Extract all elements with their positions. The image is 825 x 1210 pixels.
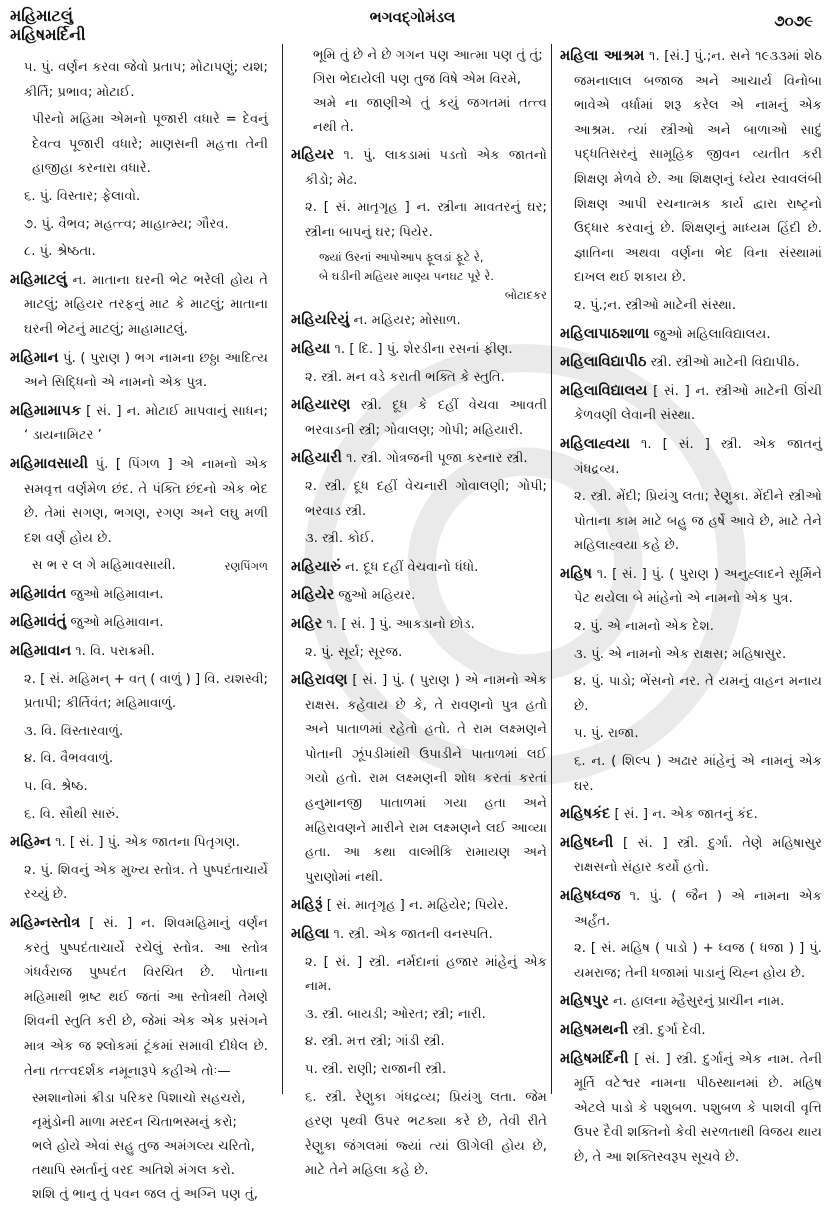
column-2 [282,44,547,1179]
sense-definition: ૨. પું. સૂર્ય; સૂરજ. [305,644,403,660]
sense-definition: ૪. પું. પાડો; ભેંસનો નર. તે યમનું વાહન મનાય છે. [574,674,822,714]
headword: મહિરાવણ [291,672,348,689]
column-1 [10,56,268,1210]
definition: ન. માતાના ઘરની ભેટ ભરેલી હોય તે માટલું; મહિયર તરફનું માટ કે માટલું; માતાના ઘરની ભેટનું માટલું; માહામાટલું. [24,272,268,337]
sense-definition: ૫. પું. રાજા. [574,726,639,742]
sense-definition: ૩. પું. એ નામનો એક રાક્ષસ; મહિષાસુર. [574,646,787,662]
verse-quotation [291,248,547,305]
headword: મહિષ [560,565,592,582]
verse-line: નૃમુંડોની માળા મરદન ચિતાભસ્મનું કરો; [32,1115,238,1131]
usage-example [10,554,268,579]
dictionary-entry [291,393,547,443]
headword: મહિલાપાઠશાળા [560,325,650,342]
sense-definition: ૩. વિ. વિસ્તારવાળું. [24,723,124,739]
verse-line: સ્મશાનોમાં ક્રીડા પરિકર પિશાચો સહચરો, [32,1091,246,1107]
headword: મહિમાવાન [10,643,72,660]
headword: મહિમાવંતું [10,614,67,631]
example-text: સ ભ ર લ ગે મહિમાવસાયી. [32,558,176,574]
headword: મહિમામાપક [10,402,82,419]
headword: મહિમાવસાયી [10,455,88,472]
sense-definition: ૬. સ્ત્રી. રેણુકા ગંધદ્રવ્ય; પ્રિયંગુ લતા. જેમ હરણ પૃથ્વી ઉપર ભટક્યા કરે છે, તેવી રીતે રેણુકા જંગલમાં જ્યાં ત્યાં ઊગેલી હોય છે, માટે તેને મહિલા કહે છે. [305,1089,547,1179]
headword: મહિયેર [291,587,335,604]
headword: મહિષપુર [560,993,609,1010]
headword: મહિમાટલું [10,271,68,288]
definition: સ્ત્રી. સ્ત્રીઓ માટેની વિદ્યાપીઠ. [650,355,800,371]
definition: ૧. [ સં. ] પું. આકડાનો છોડ. [326,616,475,632]
usage-example: પીરનો મહિમા એમનો પૂજારી વધારે = દેવનું દેવત્વ પૂજારી વધારે; માણસની મહત્તા તેની હાજીહા કરનારા વધારે. [32,112,268,177]
dictionary-entry [560,322,822,348]
dictionary-entry [10,268,268,343]
sense-definition: ૨. [ સં. મહિષ ( પાડો ) + ધ્વજ ( ધજા ) ] પું. યમરાજ; તેની ધજામાં પાડાનું ચિહ્ન હોય છે. [574,941,822,981]
citation-source: રણપિંગળ [224,559,268,574]
guide-word-first: મહિમાટલું [10,6,73,25]
definition: ૧. પું. લાકડામાં પડતો એક જાતનો કીડો; મેઢ. [305,148,547,188]
sense-definition: ૨. પું. એ નામનો એક દેશ. [574,619,714,635]
definition: જુઓ મહિમાવાન. [70,615,164,631]
dictionary-entry [291,922,547,948]
headword: મહિમાવંત [10,585,67,602]
dictionary-entry [291,668,547,890]
dictionary-entry [10,346,268,396]
headword: મહિયર [291,147,335,163]
sense-definition: ૬. વિ. સૌથી સારું. [24,806,120,822]
dictionary-entry [560,350,822,376]
verse-line: તથાપિ સ્મર્તાનું વરદ અતિશે મંગલ કરો. [32,1163,235,1179]
dictionary-entry [10,639,268,665]
dictionary-entry [560,44,822,291]
definition: [ સં. ] ન. મોટાઈ માપવાનું સાધન; ‘ ડાયનામિટર ’ [24,403,268,444]
definition: ૧. વિ. પરાક્રમી. [75,644,155,660]
dictionary-entry [10,610,268,636]
sense-definition: ૫. સ્ત્રી. રાણી; રાજાની સ્ત્રી. [305,1062,447,1077]
column-3 [551,44,822,1165]
headword: મહિમ્ન [10,834,51,851]
sense-definition: ૩. સ્ત્રી. બાયડી; ઓરત; સ્ત્રી; નારી. [305,1006,486,1022]
definition: [ સં. ] સ્ત્રી. દુર્ગા. તેણે મહિષાસુર રાક્ષસનો સંહાર કર્યો હતો. [574,835,822,876]
dictionary-entry [10,452,268,551]
dictionary-entry [560,989,822,1015]
definition: ૧. સ્ત્રી. એક જાતની વનસ્પતિ. [333,927,493,943]
definition: [ સં. ] સ્ત્રી. દુર્ગાનું એક નામ. તેની મૂર્તિ વટેશ્વર નામના પીઠસ્થાનમાં છે. મહિષ એટલે પાડો કે પશુબળ. પશુબળ કે પાશવી વૃત્તિ ઉપર દૈવી શક્તિનો કેવી સરળતાથી વિજય થાય છે, તે આ શક્તિસ્વરૂપ સૂચવે છે. [574,1051,822,1165]
dictionary-entry [291,583,547,609]
sense-definition: ૨. સ્ત્રી. મન વડે કરાતી ભક્તિ કે સ્તુતિ. [305,369,505,385]
definition: [ સં. ] ન. શિવમહિમાનું વર્ણન કરતું પુષ્પદંતાચાર્યે રચેલું સ્તોત્ર. આ સ્તોત્ર ગંધર્વરાજ પુષ્પદંત વિરચિત છે. પોતાના મહિમાથી ભ્રષ્ટ થઈ જતાં આ સ્તોત્રથી તેમણે શિવની સ્તુતિ કરી છે, જેમાં એક એક પ્રસંગને માત્ર એક જ શ્લોકમાં ટૂંકમાં સમાવી દીધેલ છે. તેના તત્ત્વદર્શક નમૂનારૂપે કહીએ તોઃ— [24,916,268,1079]
sense-definition: ૬. ન. ( શિલ્પ ) અઢાર માંહેનું એ નામનું એક ઘર. [574,754,822,794]
headword: મહિષમથની [560,1021,629,1038]
verse-quotation [291,44,547,140]
verse-line: અમે ના જાણીએ તું કયું જગતમાં તત્ત્વ નથી તે. [313,96,547,135]
sense-definition: ૨. પું. શિવનું એક મુખ્ય સ્તોત્ર. તે પુષ્પદંતાચાર્યે રચ્યું છે. [24,862,268,903]
verse-line: જ્યાં ઉરનાં આપોઆપ ફૂલડાં ફૂટે રે, [319,250,484,265]
headword: મહિમાન [10,349,59,366]
sense-definition: ૮. પું. શ્રેષ્ઠતા. [24,244,96,260]
definition: સ્ત્રી. દૂધ કે દહીં વેચવા આવતી ભરવાડની સ્ત્રી; ગોવાલણ; ગોપી; મહિયારી. [305,398,547,438]
headword: મહિરૂં [291,897,323,914]
headword: મહિયા [291,340,331,357]
sense-definition: ૨. પું.;ન. સ્ત્રીઓ માટેની સંસ્થા. [574,297,737,313]
definition: ૧. [ સં. ] પું. ( પુરાણ ) અનુહ્લાદને સૂર્મિને પેટ થયેલા બે માંહેનો એ નામનો એક પુત્ર. [574,566,822,607]
guide-word-last: મહિષમર્દિની [10,25,86,44]
definition: [ સં. માતૃગૃહ ] ન. મહિયેર; પિયેર. [326,898,509,914]
dictionary-entry [560,379,822,429]
verse-line: બે ઘડીની મહિયર માણ્ય પનઘટ પૂરે રે. [319,269,494,284]
definition: પું. ( પુરાણ ) ભગ નામના છઠ્ઠા આદિત્ય અને સિદ્ધિનો એ નામનો એક પુત્ર. [24,350,268,391]
headword: મહિષધ્વજ [560,888,621,904]
sense-definition: ૫. વિ. શ્રેષ્ઠ. [24,779,88,795]
definition: પું. [ પિંગળ ] એ નામનો એક સમવૃત્ત વર્ણમેળ છંદ. તે પંક્તિ છંદનો એક ભેદ છે. તેમાં સગણ, ભગણ, રગણ અને લઘુ મળી દશ વર્ણ હોય છે. [24,456,268,546]
headword: મહિષકંદ [560,806,611,823]
sense-definition: ૬. પું. વિસ્તાર; ફેલાવો. [24,188,141,204]
headword: મહિષમર્દિની [560,1050,629,1067]
dictionary-entry [560,1018,822,1044]
definition: જુઓ મહિલાવિદ્યાલય. [653,326,771,342]
dictionary-entry [291,337,547,363]
sense-definition: ૭. પું. વૈભવ; મહત્ત્વ; માહાત્મ્ય; ગૌરવ. [24,216,229,232]
verse-line: ભૂમિ તું છે ને છે ગગન પણ આત્મા પણ તું તું; [313,48,543,63]
citation-source: બોટાદકર [504,288,547,303]
headword: મહિલા આશ્રમ [560,48,645,64]
dictionary-entry [291,446,547,472]
dictionary-entry [291,893,547,919]
definition: [ સં. ] ન. સ્ત્રીઓ માટેની ઊંચી કેળવણી લેવાની સંસ્થા. [574,383,822,424]
definition: ૧. [ સં. ] સ્ત્રી. એક જાતનું ગંધદ્રવ્ય. [574,436,822,477]
definition: ન. હાલના મ્હૈસુરનું પ્રાચીન નામ. [613,994,785,1010]
dictionary-entry [291,308,547,334]
definition: ન. દૂધ દહીં વેચવાનો ધંધો. [345,559,479,575]
verse-line: ગિરા ભેદાયેલી પણ તુજ વિષે એમ વિરમે, [313,72,522,87]
headword: મહિમ્નસ્તોત્ર [10,915,81,931]
headword: મહિલાવિદ્યાપીઠ [560,354,647,371]
dictionary-entry [291,612,547,638]
definition: જુઓ મહિયર. [338,588,416,604]
headword: મહિયરિયું [291,312,350,329]
verse-line: શશિ તું ભાનુ તું પવન જલ તું અગ્નિ પણ તું, [32,1187,258,1203]
headword: મહિયારું [291,558,341,575]
headword: મહિર [291,615,323,632]
dictionary-entry [560,802,822,828]
dictionary-entry [291,555,547,581]
headword: મહિલાહ્વયા [560,435,630,452]
definition: ૧. [ સં. ] પું. એક જાતના પિતૃગણ. [55,835,240,851]
definition: જુઓ મહિમાવાન. [70,586,164,602]
sense-definition: ૫. પું. વર્ણન કરવા જેવો પ્રતાપ; મોટાપણું; યશ; કીર્તિ; પ્રભાવ; મોટાઈ. [24,60,268,100]
definition: ૧. [ દિ. ] પું. શેરડીના રસનાં ફીણ. [334,341,513,357]
dictionary-entry [10,399,268,449]
dictionary-entry [560,432,822,482]
sense-definition: ૨. [ સં. ] સ્ત્રી. નર્મદાનાં હજાર માંહેનું એક નામ. [305,954,547,995]
definition: [ સં. ] ન. એક જાતનું કંદ. [614,807,758,823]
dictionary-entry [291,143,547,193]
definition: ૧. પું. ( જૈન ) એ નામના એક અર્હંત. [574,889,822,929]
headword: મહિલાવિદ્યાલય [560,382,648,399]
page-title: ભગવદ્ગોમંડલ [369,8,456,26]
sense-definition: ૪. સ્ત્રી. મત્ત સ્ત્રી; ગાંડી સ્ત્રી. [305,1034,445,1050]
dictionary-entry [560,562,822,612]
sense-definition: ૨. સ્ત્રી. મેંદી; પ્રિયંગુ લતા; રેણુકા. મેંદીને સ્ત્રીઓ પોતાના કામ માટે બહુ જ હર્ષે આવે છે, માટે તેને મહિલાહ્વયા કહે છે. [574,489,822,554]
headword: મહિયારણ [291,397,351,414]
sense-definition: ૪. વિ. વૈભવવાળું. [24,751,114,767]
sense-definition: ૨. [ સં. મહિમન્ + વત્ ( વાળું ) ] વિ. યશસ્વી; પ્રતાપી; કીર્તિવંત; મહિમાવાળું. [24,671,268,712]
verse-quotation [10,1087,268,1207]
headword: મહિયારી [291,450,342,467]
sense-definition: ૩. સ્ત્રી. કોઈ. [305,531,375,547]
dictionary-entry [560,1047,822,1171]
definition: ૧. [સં.] પું.;ન. સને ૧૯૩૩માં શેઠ જમનાલાલ બજાજ અને આચાર્ય વિનોબા ભાવેએ વર્ધામાં શરૂ કરેલ એ નામનું એક આશ્રમ. ત્યાં સ્ત્રીઓ અને બાળાઓ સાદું પદ્ધતિસરનું સામૂહિક જીવન વ્યતીત કરી શિક્ષણ મેળવે છે. આ શિક્ષણનું ધ્યેય સ્વાવલંબી શિક્ષણ આપી રચનાત્મક કાર્ય દ્વારા રાષ્ટ્રનો ઉદ્ધાર કરવાનું છે. શિક્ષણનું માધ્યમ હિંદી છે. જ્ઞાતિના અથવા વર્ણના ભેદ વિના સંસ્થામાં દાખલ થઈ શકાય છે. [574,49,822,286]
dictionary-entry [560,831,822,881]
page-number: ૭૦૭૯ [774,12,813,30]
dictionary-entry [10,830,268,856]
dictionary-entry [560,884,822,934]
headword: મહિલા [291,926,330,943]
sense-definition: ૨. [ સં. માતૃગૃહ ] ન. સ્ત્રીના માવતરનું ઘર; સ્ત્રીના બાપનું ઘર; પિયેર. [305,200,547,240]
headword: મહિષઘ્ની [560,834,614,851]
dictionary-entry [10,911,268,1084]
verse-line: ભલે હોયે એવાં સહુ તુજ અમંગલ્ય ચરિતો, [32,1139,255,1155]
sense-definition: ૨. સ્ત્રી. દૂધ દહીં વેચનારી ગોવાલણી; ગોપી; ભરવાડ સ્ત્રી. [305,478,547,519]
definition: સ્ત્રી. દુર્ગા દેવી. [632,1022,706,1038]
definition: ૧. સ્ત્રી. ગોત્રજની પૂજા કરનાર સ્ત્રી. [346,451,528,467]
definition: [ સં. ] પું. ( પુરાણ ) એ નામનો એક રાક્ષસ. કહેવાય છે કે, તે રાવણનો પુત્ર હતો અને પાતાળમાં રહેતો હતો. તે રામ લક્ષ્મણને પોતાની ઝૂંપડીમાંથી ઉપાડીને પાતાળમાં લઈ ગયો હતો. રામ લક્ષ્મણની શોધ કરતાં કરતાં હનુમાનજી પાતાળમાં ગયા હતા અને મહિરાવણને મારીને રામ લક્ષ્મણને લઈ આવ્યા હતા. આ કથા વાલ્મીકિ રામાયણ અને પુરાણોમાં નથી. [305,673,547,885]
dictionary-entry [10,582,268,608]
definition: ન. મહિયર; મોસાળ. [353,313,461,329]
